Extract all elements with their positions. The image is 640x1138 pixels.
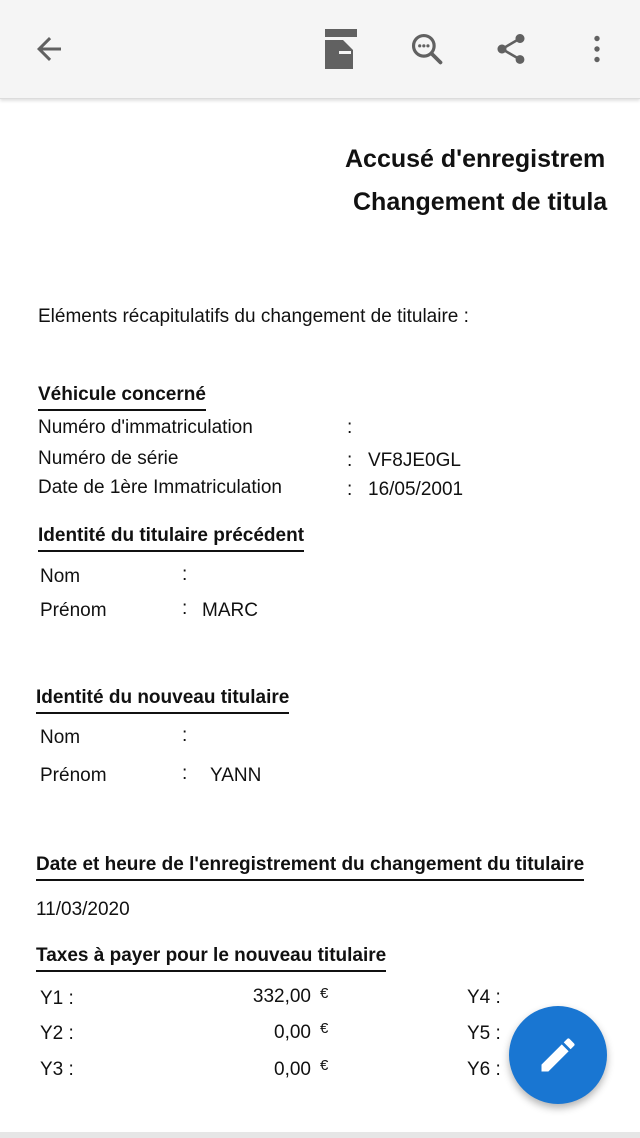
share-icon <box>493 31 529 67</box>
document-title-line1: Accusé d'enregistrem <box>345 145 606 173</box>
tax-y5-label: Y5 : <box>467 1023 501 1044</box>
tax-y3-amount: 0,00 <box>274 1059 311 1080</box>
more-vert-icon <box>579 31 615 67</box>
tax-y3-currency: € <box>320 1057 329 1074</box>
new-owner-name-label: Nom <box>40 727 81 748</box>
document-title-line2: Changement de titula <box>353 188 608 216</box>
tax-y4-label: Y4 : <box>467 987 501 1008</box>
document-page <box>0 100 640 1138</box>
share-button[interactable] <box>487 25 535 73</box>
registration-date-value: 11/03/2020 <box>36 899 130 920</box>
tax-y1-label: Y1 : <box>40 988 74 1009</box>
vehicle-heading: Véhicule concerné <box>38 384 206 411</box>
edit-fab-button[interactable] <box>509 1006 607 1104</box>
more-options-button[interactable] <box>573 25 621 73</box>
serial-number-value: VF8JE0GL <box>368 450 461 471</box>
top-app-bar <box>0 0 640 99</box>
first-registration-value: 16/05/2001 <box>368 479 464 500</box>
new-owner-heading: Identité du nouveau titulaire <box>36 687 289 714</box>
zoom-search-button[interactable] <box>403 25 451 73</box>
tax-y2-currency: € <box>320 1020 329 1037</box>
page-layout-icon <box>325 29 357 69</box>
new-owner-name-sep: : <box>182 725 188 746</box>
registration-datetime-heading: Date et heure de l'enregistrement du changement du titulaire <box>36 854 584 881</box>
previous-owner-heading: Identité du titulaire précédent <box>38 525 304 552</box>
new-owner-firstname-value: YANN <box>210 765 262 786</box>
back-button[interactable] <box>25 25 73 73</box>
serial-number-label: Numéro de série <box>38 448 179 469</box>
previous-owner-firstname-label: Prénom <box>40 600 107 621</box>
first-registration-label: Date de 1ère Immatriculation <box>38 477 282 498</box>
intro-text: Eléments récapitulatifs du changement de titulaire : <box>38 306 469 327</box>
previous-owner-firstname-sep: : <box>182 598 188 619</box>
new-owner-firstname-sep: : <box>182 763 188 784</box>
registration-number-label: Numéro d'immatriculation <box>38 417 253 438</box>
tax-y2-amount: 0,00 <box>274 1022 311 1043</box>
zoom-search-icon <box>408 30 446 68</box>
page-layout-button[interactable] <box>317 25 365 73</box>
new-owner-firstname-label: Prénom <box>40 765 107 786</box>
serial-number-sep: : <box>347 450 353 471</box>
previous-owner-name-label: Nom <box>40 566 81 587</box>
tax-y6-label: Y6 : <box>467 1059 501 1080</box>
previous-owner-firstname-value: MARC <box>202 600 258 621</box>
tax-y3-label: Y3 : <box>40 1059 74 1080</box>
first-registration-sep: : <box>347 479 353 500</box>
tax-y1-currency: € <box>320 985 329 1002</box>
tax-y2-label: Y2 : <box>40 1023 74 1044</box>
tax-y1-amount: 332,00 <box>252 986 311 1007</box>
taxes-heading: Taxes à payer pour le nouveau titulaire <box>36 945 386 972</box>
edit-pencil-icon <box>536 1033 580 1077</box>
bottom-edge <box>0 1132 640 1138</box>
back-arrow-icon <box>31 31 67 67</box>
registration-number-sep: : <box>347 417 353 438</box>
previous-owner-name-sep: : <box>182 564 188 585</box>
